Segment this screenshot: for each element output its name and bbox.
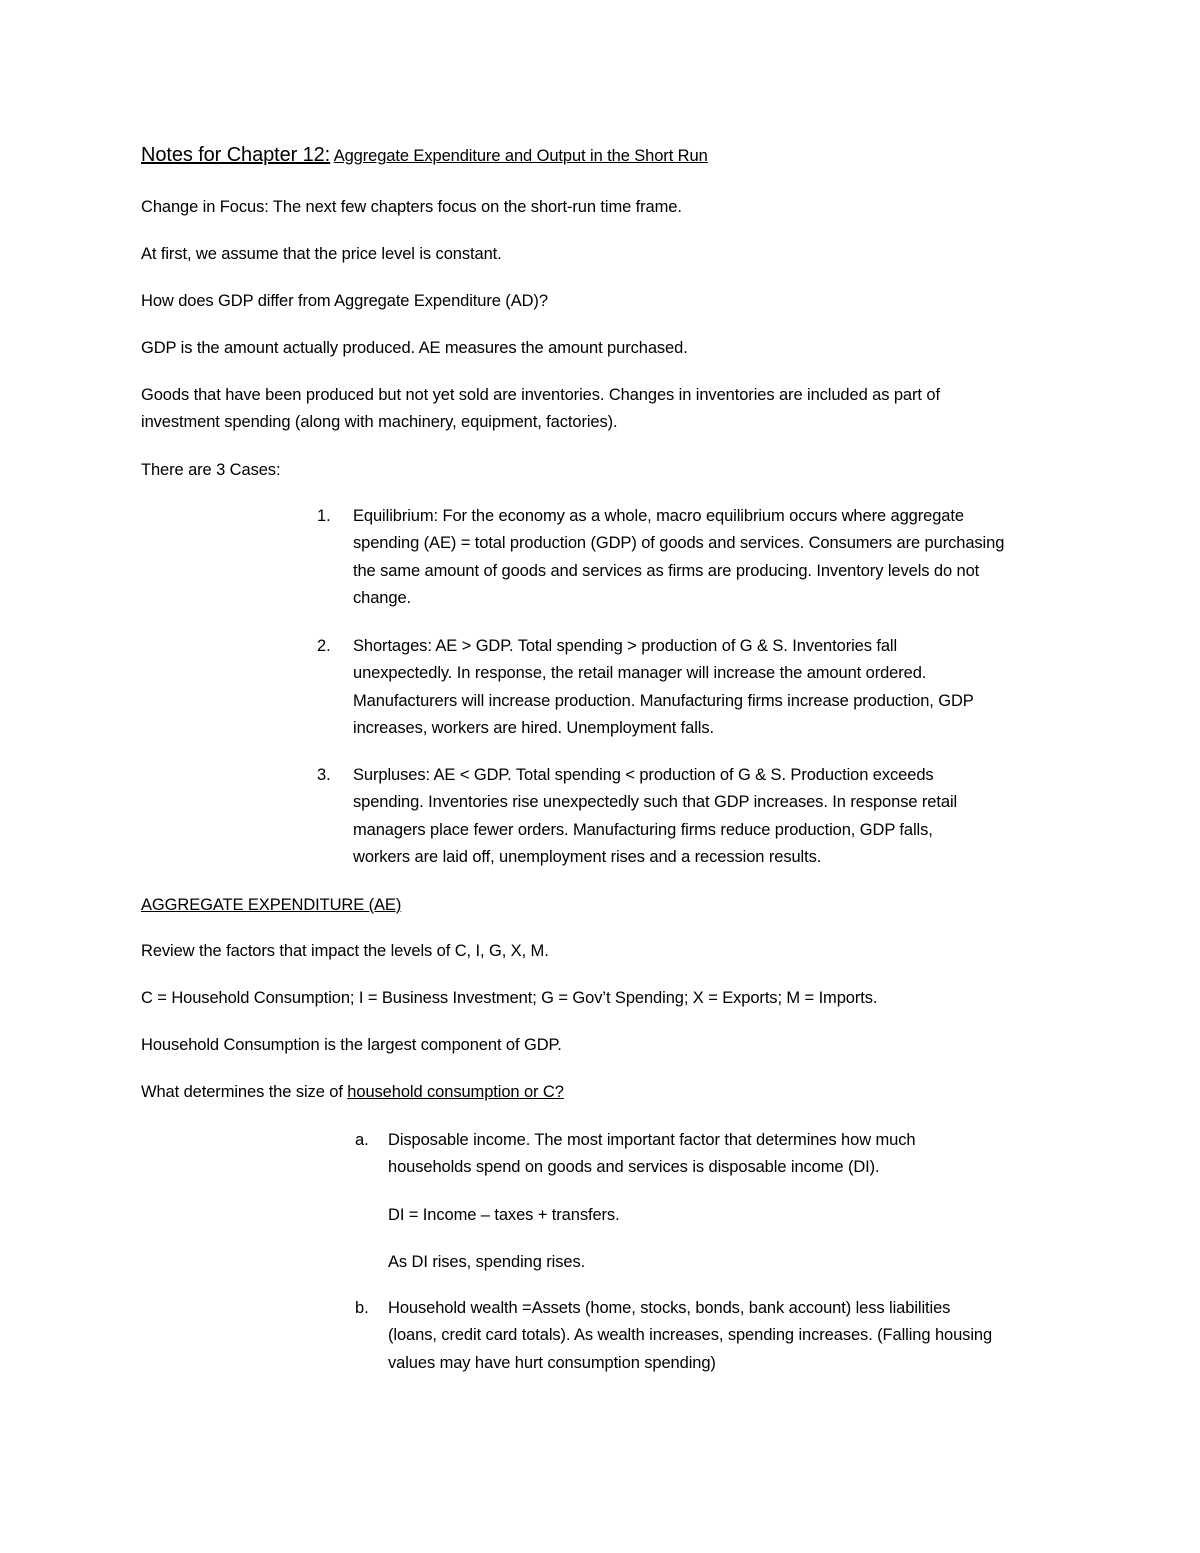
- case-1-line-3: the same amount of goods and services as firms are producing. Inventory levels do not: [353, 561, 980, 580]
- list-number: 2.: [317, 637, 331, 655]
- list-letter: a.: [355, 1131, 369, 1149]
- case-1-line-2: spending (AE) = total production (GDP) of goods and services. Consumers are purchasing: [353, 534, 1005, 553]
- paragraph-gdp-definition: GDP is the amount actually produced. AE measures the amount purchased.: [141, 339, 688, 357]
- factor-a-note: As DI rises, spending rises.: [388, 1253, 586, 1272]
- paragraph-consumption-question: [141, 1079, 564, 1106]
- case-2-line-3: Manufacturers will increase production. Manufacturing firms increase production, GDP: [353, 691, 974, 710]
- list-number: 1.: [317, 507, 331, 525]
- case-3-line-2: spending. Inventories rise unexpectedly such that GDP increases. In response retail: [353, 793, 958, 812]
- case-3-line-4: workers are laid off, unemployment rises and a recession results.: [353, 848, 822, 867]
- case-2-line-1: Shortages: AE > GDP. Total spending > production of G & S. Inventories fall: [353, 637, 898, 655]
- factor-a-line-2: households spend on goods and services is disposable income (DI).: [388, 1158, 880, 1177]
- factor-b-line-2: (loans, credit card totals). As wealth increases, spending increases. (Falling housing: [388, 1326, 993, 1345]
- list-number: 3.: [317, 766, 331, 784]
- case-2-line-4: increases, workers are hired. Unemployment falls.: [353, 719, 714, 738]
- question-underlined-term: household consumption or C?: [347, 1083, 564, 1101]
- case-2-line-2: unexpectedly. In response, the retail manager will increase the amount ordered.: [353, 664, 927, 683]
- factor-a-formula: DI = Income – taxes + transfers.: [388, 1205, 620, 1224]
- case-3-line-3: managers place fewer orders. Manufacturing firms reduce production, GDP falls,: [353, 820, 933, 839]
- page-title: [141, 142, 708, 170]
- title-subtitle: Aggregate Expenditure and Output in the Short Run: [333, 147, 708, 165]
- paragraph-consumption-largest: Household Consumption is the largest component of GDP.: [141, 1036, 562, 1054]
- list-item-factor-b: [355, 1295, 1085, 1385]
- paragraph-components-definition: C = Household Consumption; I = Business Investment; G = Gov’t Spending; X = Exports; M = Imports.: [141, 989, 878, 1007]
- factor-b-line-1: Household wealth =Assets (home, stocks, bonds, bank account) less liabilities: [388, 1299, 951, 1317]
- paragraph-inventories-line-1: Goods that have been produced but not yet sold are inventories. Changes in inventories are included as part of: [141, 386, 940, 404]
- section-heading-aggregate-expenditure: AGGREGATE EXPENDITURE (AE): [141, 896, 402, 914]
- cases-heading: There are 3 Cases:: [141, 461, 281, 479]
- list-item-case-1: [317, 503, 1077, 615]
- paragraph-review-factors: Review the factors that impact the levels of C, I, G, X, M.: [141, 942, 549, 960]
- list-item-case-3: [317, 762, 1077, 874]
- paragraph-price-level: At first, we assume that the price level is constant.: [141, 245, 502, 263]
- list-item-case-2: [317, 633, 1077, 745]
- paragraph-inventories-line-2: investment spending (along with machinery, equipment, factories).: [141, 413, 618, 431]
- paragraph-gdp-vs-ae-question: How does GDP differ from Aggregate Expenditure (AD)?: [141, 292, 548, 310]
- case-1-line-4: change.: [353, 589, 412, 608]
- title-main: Notes for Chapter 12:: [141, 144, 331, 166]
- question-prefix: What determines the size of: [141, 1083, 348, 1101]
- factor-a-line-1: Disposable income. The most important factor that determines how much: [388, 1131, 916, 1149]
- paragraph-change-in-focus: Change in Focus: The next few chapters focus on the short-run time frame.: [141, 198, 682, 216]
- case-3-line-1: Surpluses: AE < GDP. Total spending < production of G & S. Production exceeds: [353, 766, 934, 784]
- factor-b-line-3: values may have hurt consumption spending): [388, 1353, 716, 1372]
- list-letter: b.: [355, 1299, 369, 1317]
- list-item-factor-a: [355, 1127, 1085, 1272]
- case-1-line-1: Equilibrium: For the economy as a whole, macro equilibrium occurs where aggregate: [353, 507, 964, 525]
